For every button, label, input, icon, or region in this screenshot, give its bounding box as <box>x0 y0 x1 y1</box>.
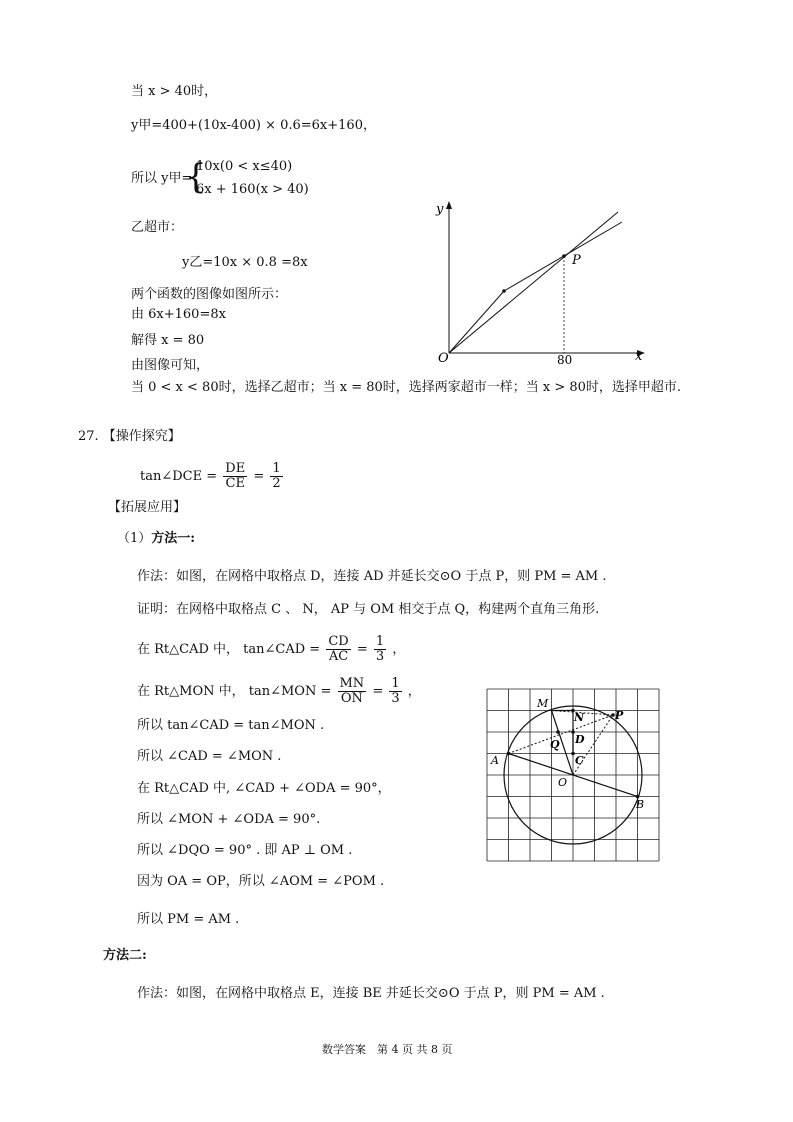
kink-point <box>502 289 506 293</box>
numerator: CD <box>328 634 349 649</box>
prefix: 在 Rt△MON 中， tan∠MON = <box>137 684 332 699</box>
point-q <box>556 730 560 734</box>
x-tick-label: 80 <box>557 353 573 366</box>
method-one-heading <box>117 530 195 548</box>
text-line: 所以 ∠DQO = 90° . 即 AP ⊥ OM . <box>137 843 353 858</box>
text-line: 由 6x+160=8x <box>131 307 226 322</box>
y-axis-arrow <box>446 201 452 209</box>
text-line: y乙=10x × 0.8 =8x <box>182 255 308 270</box>
text-line: 所以 y甲= <box>131 171 193 186</box>
comma: ， <box>392 642 406 657</box>
text-line: 所以 ∠MON + ∠ODA = 90°. <box>137 812 321 827</box>
line-y-jia <box>449 222 622 353</box>
question-heading: 27. 【操作探究】 <box>78 429 181 444</box>
equals: = <box>356 642 368 657</box>
label-c: C <box>575 754 584 767</box>
text-line: 所以 tan∠CAD = tan∠MON . <box>137 718 325 733</box>
point-label: P <box>572 253 581 268</box>
label-n: N <box>574 711 585 724</box>
line-y-yi <box>449 212 618 353</box>
text-line: 所以 PM = AM . <box>137 912 240 927</box>
text-line: 因为 OA = OP，所以 ∠AOM = ∠POM . <box>137 874 385 889</box>
segment-ap <box>509 715 614 754</box>
label-b: B <box>636 798 645 811</box>
brace: { <box>185 157 207 197</box>
fraction <box>223 462 247 491</box>
method-two-heading: 方法二: <box>103 948 147 963</box>
label-p: P <box>615 709 624 722</box>
x-axis-label: x <box>635 349 643 364</box>
denominator: AC <box>328 649 349 664</box>
page-footer: 数学答案 第 4 页 共 8 页 <box>322 1043 453 1056</box>
equals: = <box>372 684 384 699</box>
fraction <box>389 677 401 706</box>
fraction <box>374 635 386 664</box>
text-line: 在 Rt△CAD 中, ∠CAD + ∠ODA = 90°， <box>137 781 391 796</box>
numerator: 1 <box>375 634 385 649</box>
label-o: O <box>558 776 568 789</box>
text-line: 所以 ∠CAD = ∠MON . <box>137 749 282 764</box>
prefix: 在 Rt△CAD 中， tan∠CAD = <box>137 642 321 657</box>
function-graph <box>430 198 650 366</box>
text-line: 当 0 < x < 80时，选择乙超市；当 x = 80时，选择两家超市一样；当 x > 80时，选择甲超市. <box>131 380 682 395</box>
label-d: D <box>575 733 585 746</box>
fraction <box>326 635 350 664</box>
comma: ， <box>407 684 421 699</box>
item-number: （1） <box>117 531 152 546</box>
fraction <box>270 462 282 491</box>
tan-prefix: tan∠DCE = <box>140 469 218 484</box>
method-title: 方法一: <box>151 531 196 546</box>
text-line: 乙超市： <box>131 220 184 235</box>
tan-cad-line <box>137 632 405 668</box>
grid-circle-figure <box>482 685 666 867</box>
piecewise-case: 6x + 160(x > 40) <box>196 182 309 197</box>
sub-heading: 【拓展应用】 <box>108 500 187 515</box>
equals: = <box>253 469 265 484</box>
denominator: ON <box>340 691 363 706</box>
text-line: 作法：如图，在网格中取格点 D，连接 AD 并延长交⊙O 于点 P，则 PM = AM . <box>137 569 607 584</box>
text-line: 由图像可知， <box>131 358 210 373</box>
fraction <box>338 677 367 706</box>
text-line: 作法：如图，在网格中取格点 E，连接 BE 并延长交⊙O 于点 P，则 PM = AM . <box>137 986 605 1001</box>
text-line: 当 x > 40时， <box>131 84 218 99</box>
text-line: 解得 x = 80 <box>131 333 205 348</box>
denominator: 2 <box>272 476 281 491</box>
piecewise-case: 10x(0 < x≤40) <box>196 159 293 174</box>
text-line: 两个函数的图像如图所示： <box>131 287 288 302</box>
numerator: 1 <box>272 461 281 476</box>
label-m: M <box>537 697 549 710</box>
tan-mon-line <box>137 674 421 710</box>
numerator: MN <box>339 676 365 691</box>
denominator: 3 <box>375 649 385 664</box>
point-a <box>507 752 511 756</box>
tan-formula <box>140 462 285 491</box>
label-q: Q <box>550 738 560 751</box>
numerator: 1 <box>391 676 400 691</box>
denominator: CE <box>225 476 245 491</box>
y-axis-label: y <box>436 202 444 217</box>
label-a: A <box>491 754 499 767</box>
text-line: 证明：在网格中取格点 C 、 N， AP 与 OM 相交于点 Q，构建两个直角三角形. <box>137 602 600 617</box>
origin-label: O <box>438 351 449 366</box>
text-line: y甲=400+(10x-400) × 0.6=6x+160， <box>131 118 376 133</box>
denominator: 3 <box>391 691 400 706</box>
numerator: DE <box>225 461 246 476</box>
